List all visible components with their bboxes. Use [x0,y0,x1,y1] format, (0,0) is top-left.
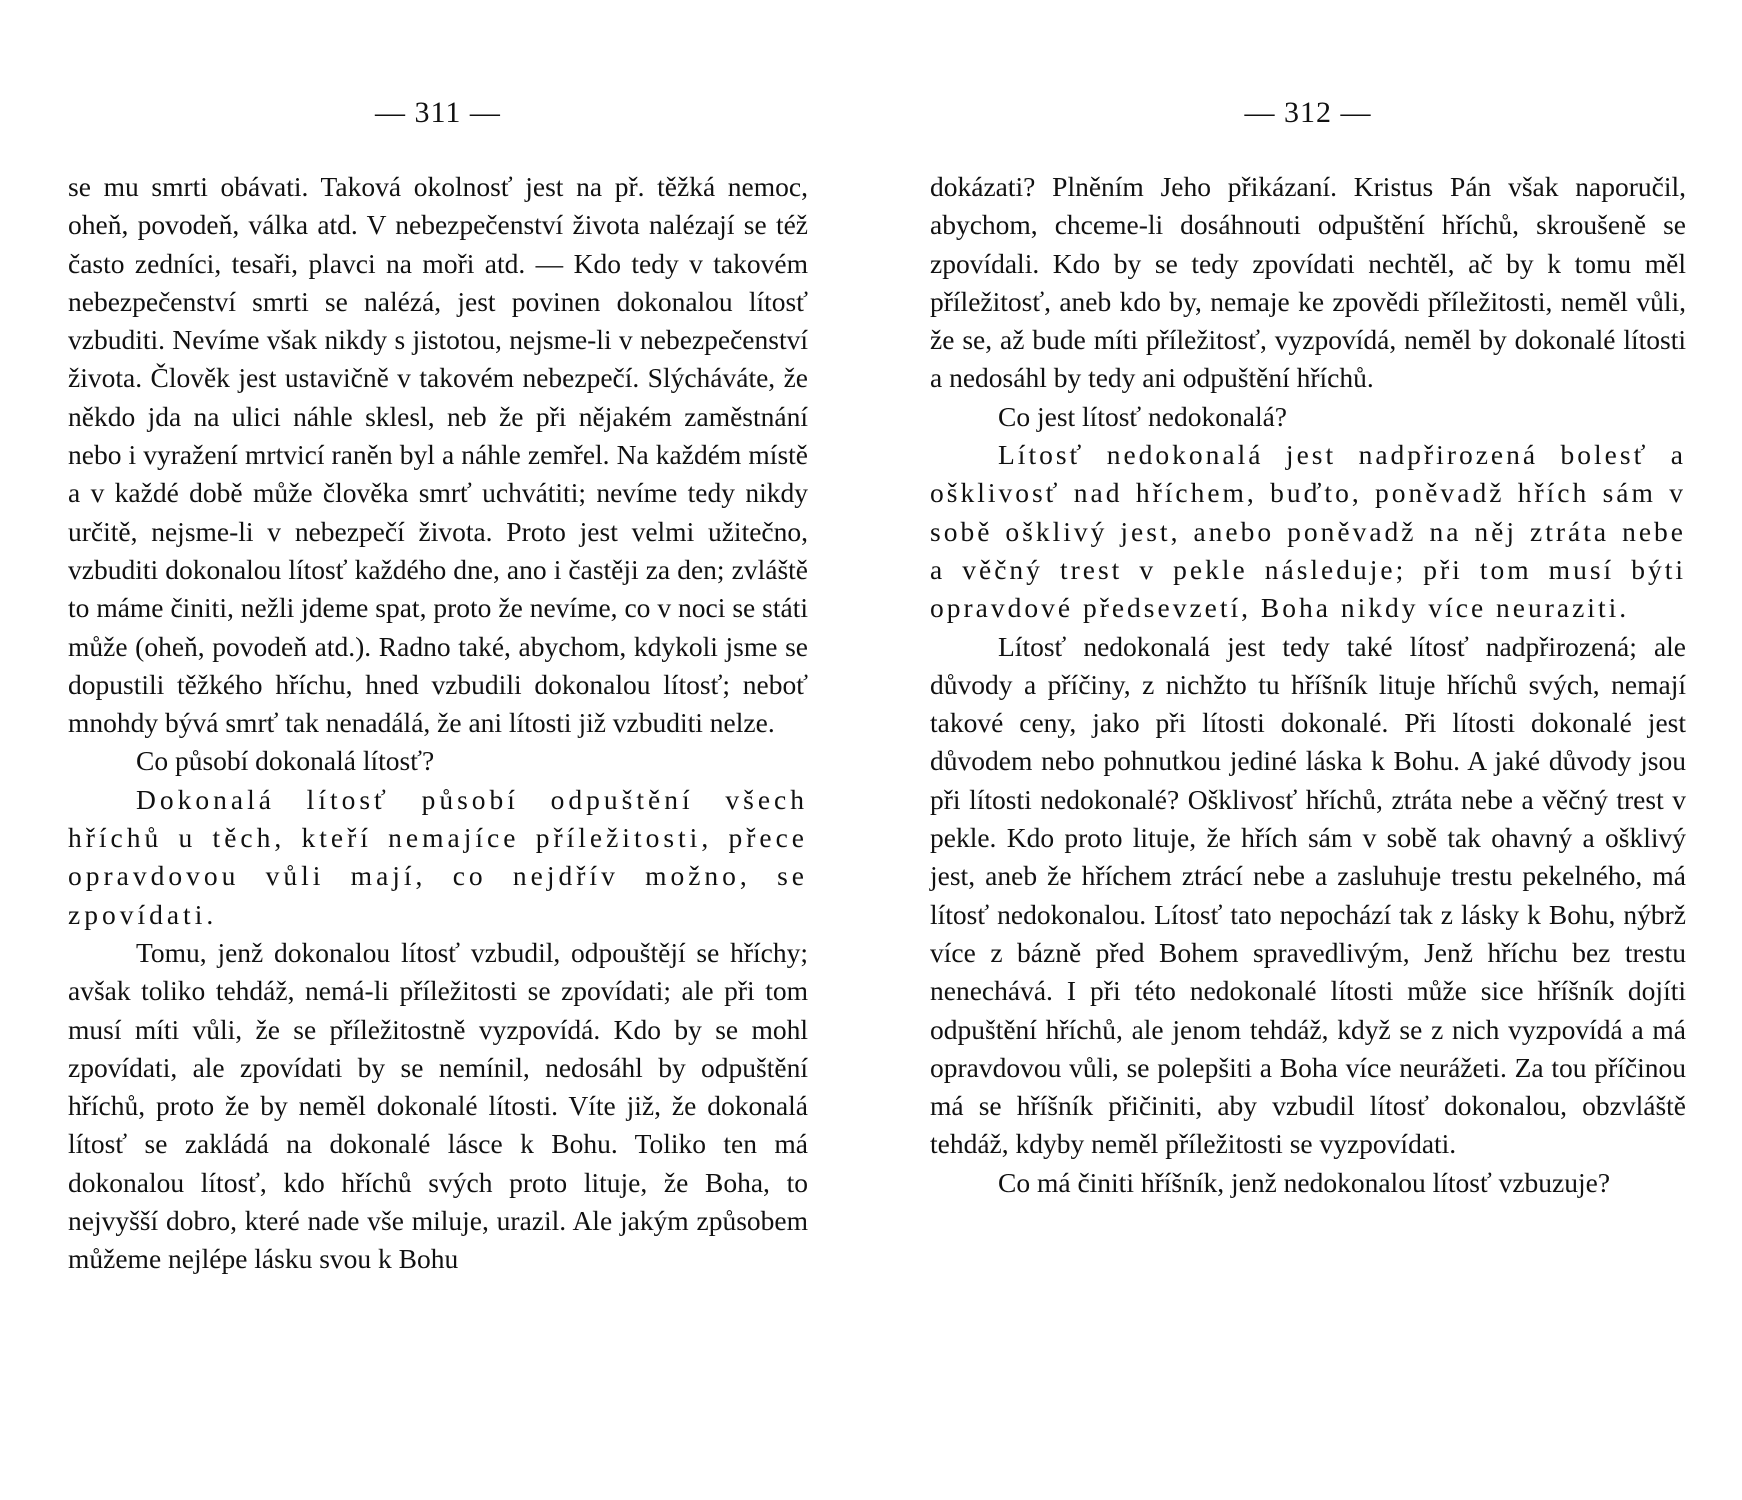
right-page [930,0,1686,1500]
left-page [68,0,808,1500]
left-page-text [68,168,808,1279]
answer-emphasized: Lítosť nedokonalá jest nadpřirozená bolesť a ošklivosť nad hříchem, buďto, poněvadž hřích sám v sobě ošklivý jest, anebo poněvadž na něj ztráta nebe a věčný trest v pekle následuje; při tom musí býti opravdové předsevzetí, Boha nikdy více neuraziti. [930,439,1686,624]
right-page-text [930,168,1686,1202]
paragraph: dokázati? Plněním Jeho přikázaní. Kristus Pán však naporučil, abychom, chceme-li dosáhnouti odpuštění hříchů, skroušeně se zpovídali. Kdo by se tedy zpovídati nechtěl, ač by k tomu měl příležitosť, aneb kdo by, nemaje ke zpovědi příležitosti, neměl vůli, že se, až bude míti příležitosť, vyzpovídá, neměl by dokonalé lítosti a nedosáhl by tedy ani odpuštění hříchů. [930,171,1686,394]
paragraph: Lítosť nedokonalá jest tedy také lítosť nadpřirozená; ale důvody a příčiny, z nichžto tu hříšník lituje hříchů svých, nemají takové ceny, jako při lítosti dokonalé. Při lítosti dokonalé jest důvodem nebo pohnutkou jediné láska k Bohu. A jaké důvody jsou při lítosti nedokonalé? Ošklivosť hříchů, ztráta nebe a věčný trest v pekle. Kdo proto lituje, že hřích sám v sobě tak ohavný a ošklivý jest, aneb že hříchem ztrácí nebe a zasluhuje trestu pekelného, má lítosť nedokonalou. Lítosť tato nepochází tak z lásky k Bohu, nýbrž více z bázně před Bohem spravedlivým, Jenž hříchu bez trestu nenechává. I při této nedokonalé lítosti může sice hříšník dojíti odpuštění hříchů, ale jenom tehdáž, když se z nich vyzpovídá a má opravdovou vůli, se polepšiti a Boha více neurážeti. Za tou příčinou má se hříšník přičiniti, aby vzbudil lítosť dokonalou, obzvláště tehdáž, kdyby neměl příležitosti se vyzpovídati. [930,630,1686,1160]
paragraph: se mu smrti obávati. Taková okolnosť jest na př. těžká nemoc, oheň, povodeň, válka atd. V nebezpečenství života nalézají se též často zedníci, tesaři, plavci na moři atd. — Kdo tedy v takovém nebezpečenství smrti se nalézá, jest povinen dokonalou lítosť vzbuditi. Nevíme však nikdy s jistotou, nejsme-li v nebezpečenství života. Člověk jest ustavičně v takovém nebezpečí. Slýcháváte, že někdo jda na ulici náhle sklesl, neb že při nějakém zaměstnání nebo i vyražení mrtvicí raněn byl a náhle zemřel. Na každém místě a v každé době může člověka smrť uchvátiti; nevíme tedy nikdy určitě, nejsme-li v nebezpečí života. Proto jest velmi užitečno, vzbuditi dokonalou lítosť každého dne, ano i častěji za den; zvláště to máme činiti, nežli jdeme spat, proto že nevíme, co v noci se státi může (oheň, povodeň atd.). Radno také, abychom, kdykoli jsme se dopustili těžkého hříchu, hned vzbudili dokonalou lítosť; neboť mnohdy bývá smrť tak nenadálá, že ani lítosti již vzbuditi nelze. [68,171,808,739]
page-number-right: — 312 — [1244,96,1372,129]
question-heading: Co působí dokonalá lítosť? [136,745,435,777]
page-number-left: — 311 — [375,96,501,129]
question-heading: Co má činiti hříšník, jenž nedokonalou lítosť vzbuzuje? [998,1166,1611,1198]
question-heading: Co jest lítosť nedokonalá? [998,400,1287,432]
paragraph: Tomu, jenž dokonalou lítosť vzbudil, odpouštějí se hříchy; avšak toliko tehdáž, nemá-li příležitosti se zpovídati; ale při tom musí míti vůli, že se příležitostně vyzpovídá. Kdo by se mohl zpovídati, ale zpovídati by se nemínil, nedosáhl by odpuštění hříchů, proto že by neměl dokonalé lítosti. Víte již, že dokonalá lítosť se zakládá na dokonalé lásce k Bohu. Toliko ten má dokonalou lítosť, kdo hříchů svých proto lituje, že Boha, to nejvyšší dobro, které nade vše miluje, urazil. Ale jakým způsobem můžeme nejlépe lásku svou k Bohu [68,936,808,1275]
answer-emphasized: Dokonalá lítosť působí odpuštění všech hříchů u těch, kteří nemajíce příležitosti, přece opravdovou vůli mají, co nejdřív možno, se zpovídati. [68,783,808,930]
